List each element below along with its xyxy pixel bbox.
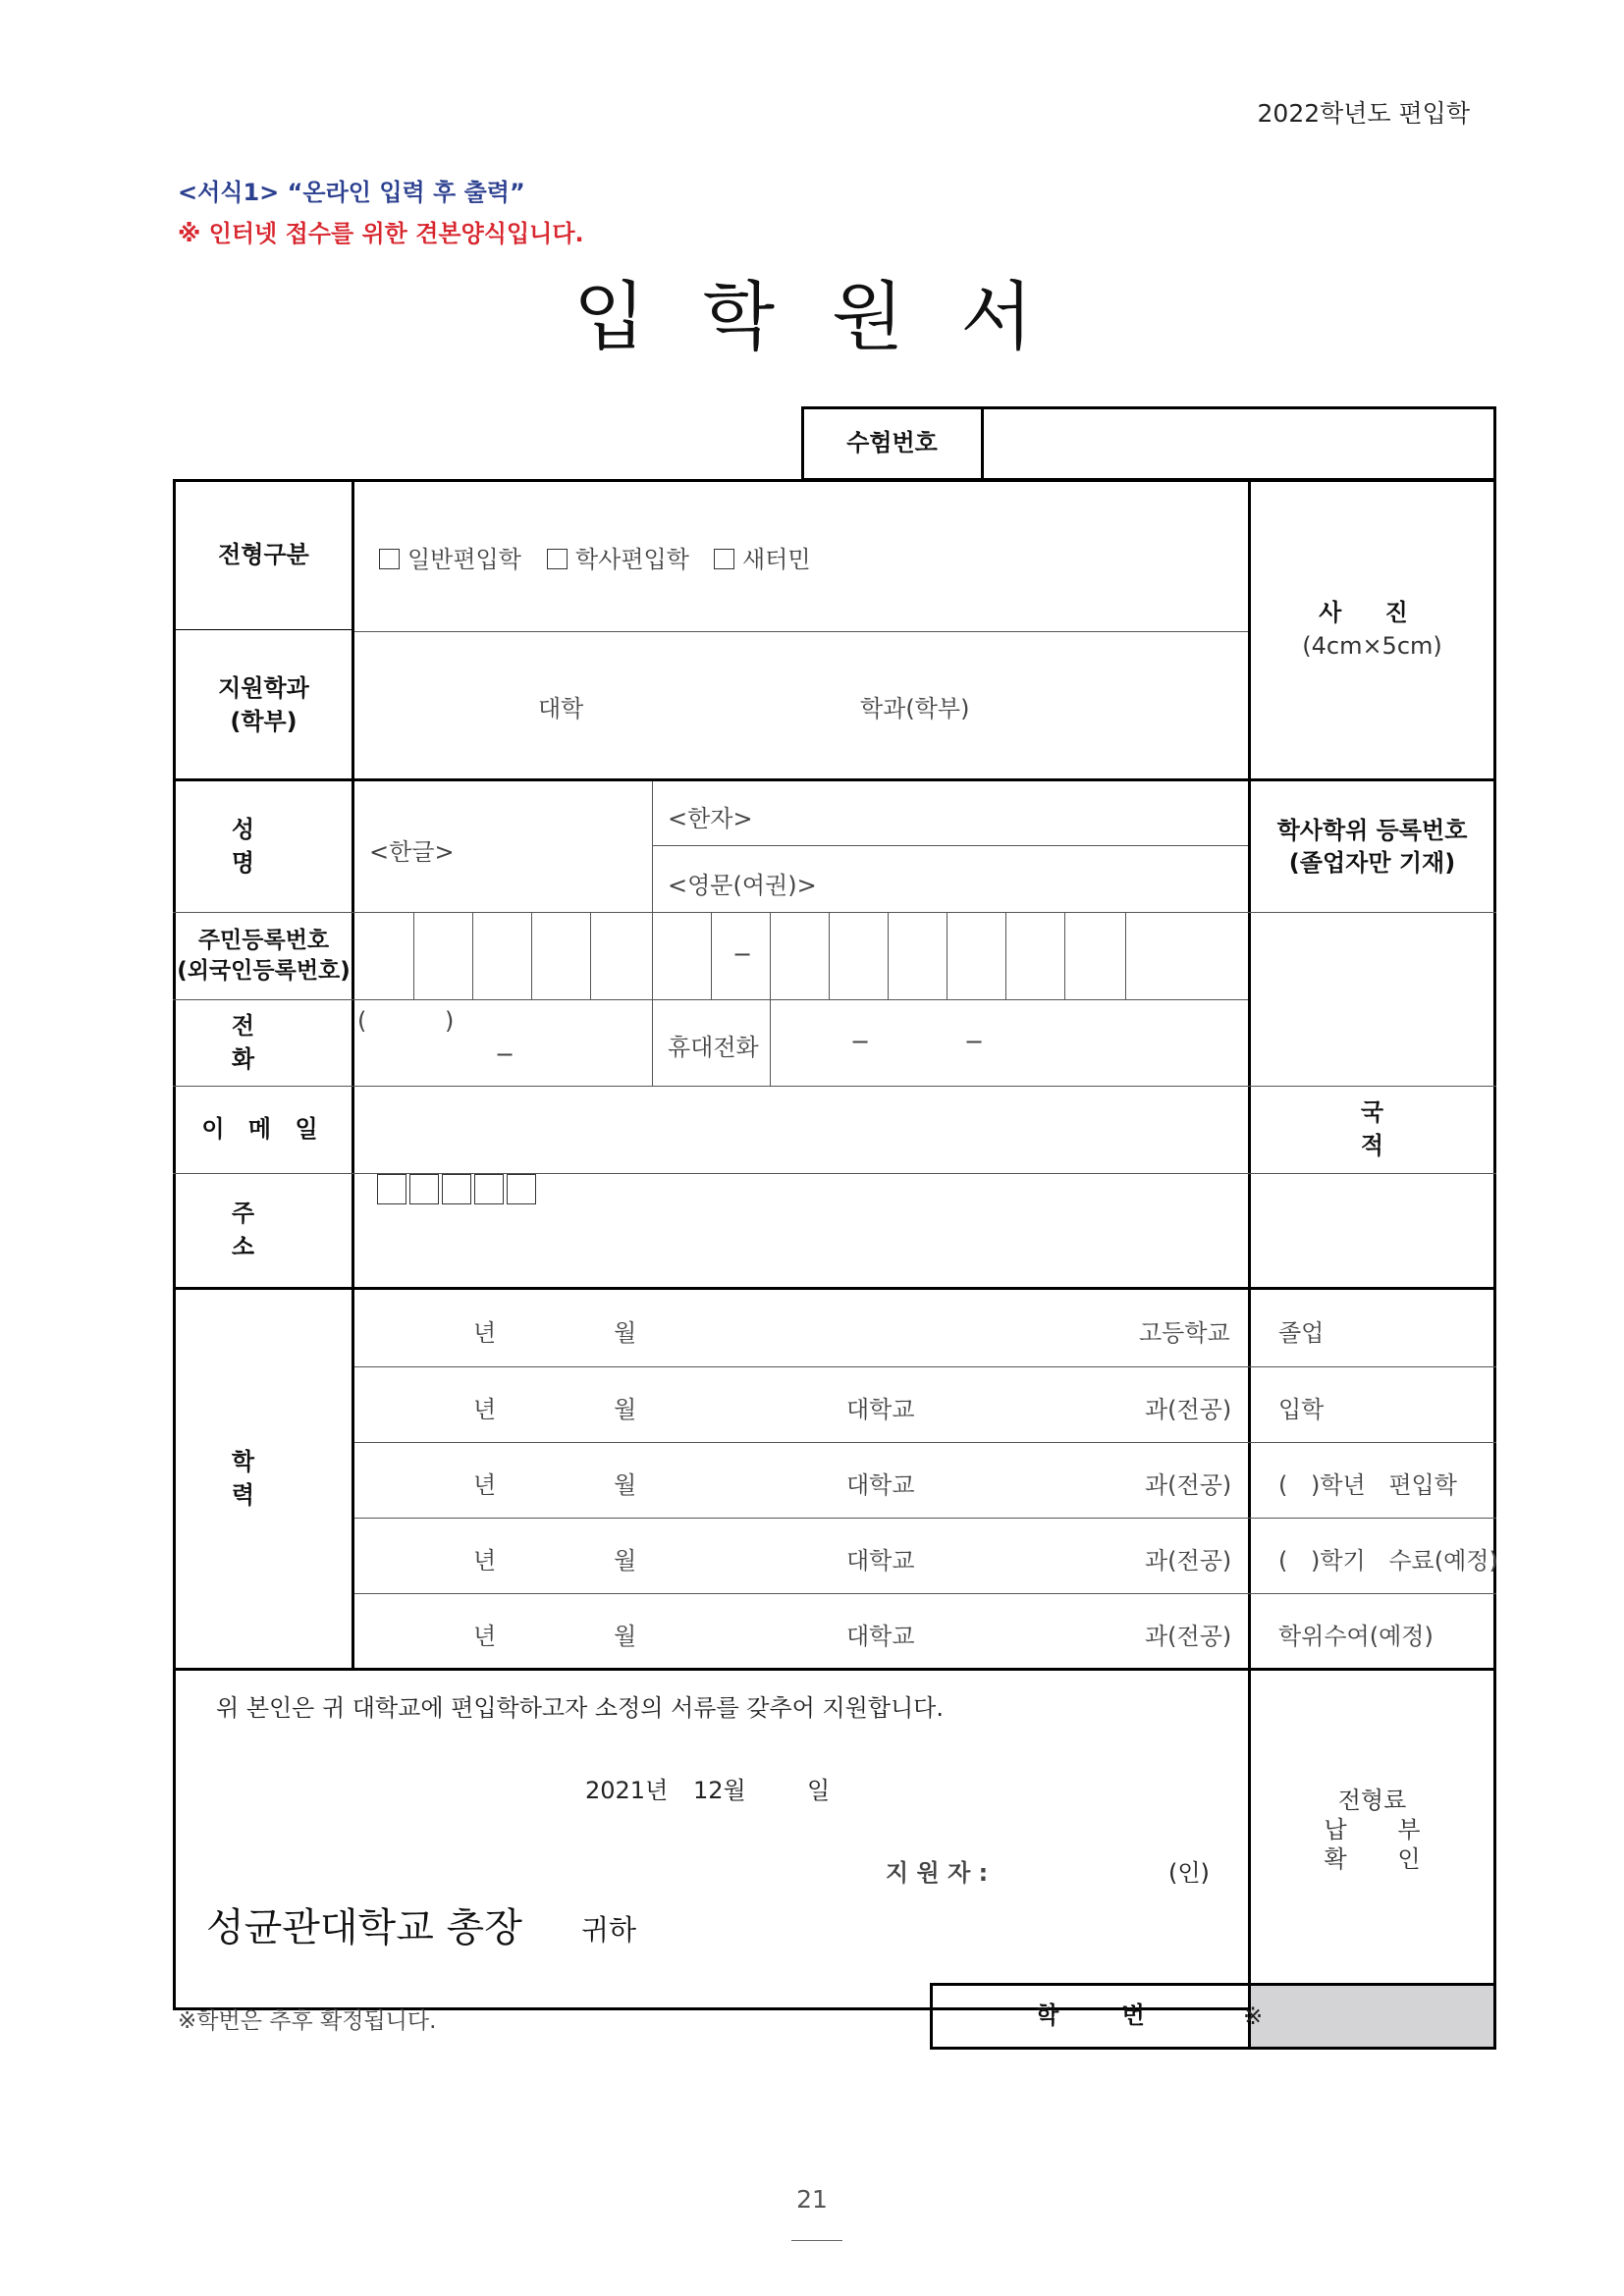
student-number-note: ※학번은 추후 확정됩니다. <box>178 2008 437 2034</box>
edu-status: 학위수여(예정) <box>1278 1623 1434 1650</box>
edu-dept: 과(전공) <box>1145 1471 1232 1499</box>
resident-number-label: 주민등록번호 (외국인등록번호) <box>177 927 351 984</box>
address-label: 주 소 <box>231 1199 297 1260</box>
year-label: 2022학년도 편입학 <box>1257 99 1470 128</box>
name-label: 성 명 <box>231 815 297 877</box>
student-number-label: 학 번 <box>1036 2002 1172 2030</box>
option-bachelor-transfer[interactable]: 학사편입학 <box>547 540 689 574</box>
fee-confirmation: 전형료 납 부 확 인 <box>1324 1787 1442 1873</box>
phone-area-open: ( <box>357 1007 367 1035</box>
edu-dept: 과(전공) <box>1145 1396 1232 1423</box>
checkbox-icon[interactable] <box>714 549 734 569</box>
photo-area[interactable]: 사 진 (4cm×5cm) <box>1302 599 1442 660</box>
edu-status: ( )학기 수료(예정) <box>1278 1547 1498 1575</box>
exam-number-field[interactable] <box>984 409 1493 478</box>
edu-status: ( )학년 편입학 <box>1278 1471 1457 1499</box>
page-number: 21 <box>796 2185 828 2214</box>
edu-school: 대학교 <box>846 1471 915 1499</box>
recipient-honorific: 귀하 <box>581 1913 637 1947</box>
nationality-label: 국 적 <box>1360 1098 1445 1159</box>
declaration-statement: 위 본인은 귀 대학교에 편입학하고자 소정의 서류를 갖추어 지원합니다. <box>216 1694 944 1722</box>
edu-status: 입학 <box>1278 1396 1325 1423</box>
exam-number-label: 수험번호 <box>846 429 938 457</box>
zip-box[interactable] <box>377 1174 406 1204</box>
notice-text: ※ 인터넷 접수를 위한 견본양식입니다. <box>178 220 584 247</box>
department-label: 지원학과 (학부) <box>218 673 309 735</box>
mobile-label: 휴대전화 <box>668 1034 759 1061</box>
edu-month: 월 <box>614 1547 637 1575</box>
edu-dept: 고등학교 <box>1139 1319 1230 1347</box>
phone-label: 전 화 <box>231 1011 297 1073</box>
edu-status: 졸업 <box>1278 1319 1325 1347</box>
admission-type-label: 전형구분 <box>218 541 309 569</box>
option-defector[interactable]: 새터민 <box>714 540 811 574</box>
email-field[interactable] <box>355 1088 1247 1172</box>
edu-year: 년 <box>473 1547 497 1575</box>
checkbox-icon[interactable] <box>547 549 568 569</box>
university-suffix: 대학 <box>538 695 584 722</box>
edu-year: 년 <box>473 1319 497 1347</box>
zip-box[interactable] <box>409 1174 439 1204</box>
edu-school: 대학교 <box>846 1396 915 1423</box>
edu-year: 년 <box>473 1623 497 1650</box>
applicant-label: 지 원 자 : <box>886 1859 989 1887</box>
declaration-day: 일 <box>807 1777 831 1804</box>
edu-month: 월 <box>614 1623 637 1650</box>
edu-school: 대학교 <box>846 1547 915 1575</box>
edu-month: 월 <box>614 1319 637 1347</box>
zip-box[interactable] <box>442 1174 471 1204</box>
edu-month: 월 <box>614 1471 637 1499</box>
edu-year: 년 <box>473 1396 497 1423</box>
declaration-year: 2021년 <box>585 1777 669 1804</box>
edu-dept: 과(전공) <box>1145 1547 1232 1575</box>
education-label: 학 력 <box>231 1447 297 1509</box>
edu-year: 년 <box>473 1471 497 1499</box>
department-suffix: 학과(학부) <box>860 695 970 722</box>
edu-dept: 과(전공) <box>1145 1623 1232 1650</box>
edu-school: 대학교 <box>846 1623 915 1650</box>
phone-area-close: ) <box>445 1007 455 1035</box>
checkbox-icon[interactable] <box>379 549 400 569</box>
seal-mark: (인) <box>1168 1859 1210 1887</box>
edu-month: 월 <box>614 1396 637 1423</box>
recipient-name: 성균관대학교 총장 <box>206 1905 522 1950</box>
name-english-field[interactable]: <영문(여권)> <box>668 872 817 899</box>
degree-registration-label: 학사학위 등록번호 (졸업자만 기재) <box>1276 817 1468 877</box>
zip-box[interactable] <box>474 1174 504 1204</box>
name-hanja-field[interactable]: <한자> <box>668 805 753 832</box>
form-code: <서식1> “온라인 입력 후 출력” <box>178 179 525 206</box>
student-number-field <box>1251 1986 1493 2047</box>
phone-dash: − <box>495 1041 515 1068</box>
email-label: 이 메 일 <box>201 1115 326 1144</box>
page-number-underline <box>791 2240 842 2241</box>
mobile-dash-2: − <box>964 1028 985 1055</box>
page-title: 입학원서 <box>573 273 1090 360</box>
option-general-transfer[interactable]: 일반편입학 <box>379 540 521 574</box>
declaration-month: 12월 <box>693 1777 746 1804</box>
resident-number-dash: − <box>732 940 753 968</box>
name-korean-field[interactable]: <한글> <box>369 838 455 866</box>
zip-box[interactable] <box>507 1174 536 1204</box>
mobile-dash-1: − <box>850 1028 871 1055</box>
